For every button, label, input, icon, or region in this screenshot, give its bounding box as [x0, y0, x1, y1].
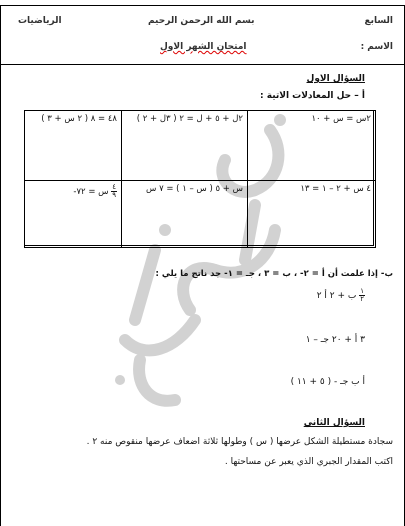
- exam-title: امتحان الشهر الاول: [160, 42, 247, 52]
- table-cell: [121, 110, 248, 181]
- name-label: الاسم :: [360, 42, 393, 52]
- question-1-part-a: أ – حل المعادلات الاتية :: [260, 91, 365, 101]
- equation-2: ٢ل + ٥ + ل = ٢ ( ٣ل + ٢ ): [136, 114, 243, 124]
- question-2-title: السؤال الثاني: [303, 418, 365, 428]
- fraction: $\frac{٤}{٩}$: [112, 183, 116, 199]
- equation-3: ٤٨ = ٨ ( ٢ س + ٣ ): [41, 114, 117, 124]
- part-b-expression-3: أ ب جـ - ( ٥ + ١١ ): [290, 377, 365, 387]
- grade-label: السابع: [364, 16, 393, 26]
- equation-4: ٤ س + ٢ – ١ = ١٣: [300, 184, 371, 194]
- part-b-expression-2: ٣ أ + ٢٠ جـ – ١: [305, 335, 365, 345]
- part-b-expression-1: $\frac{١}{٢}$ ب + ٢ أ ٢: [316, 287, 364, 303]
- page-frame-left: [0, 5, 1, 526]
- table-cell: [24, 180, 122, 248]
- watermark-stroke: [135, 250, 155, 320]
- header-divider: [0, 64, 405, 65]
- basmala: بسم الله الرحمن الرحيم: [148, 16, 255, 26]
- table-cell: [247, 180, 376, 248]
- question-2-line-1: سجادة مستطيلة الشكل عرضها ( س ) وطولها ثلاثة اضعاف عرضها منقوص منه ٢ .: [86, 437, 393, 447]
- equation-1: ٢س = س + ١٠: [311, 114, 371, 124]
- fraction: $\frac{١}{٢}$: [360, 287, 364, 303]
- watermark-dot: [115, 375, 125, 385]
- table-cell: [247, 110, 376, 181]
- question-1-part-b: ب- إذا علمت أن أ = ٢- ، ب = ٣ ، جـ = ١- جد ناتج ما يلي :: [155, 269, 393, 279]
- equation-5: س + ٥ ( س – ١ ) = ٧ س: [145, 184, 243, 194]
- question-1-title: السؤال الاول: [306, 74, 365, 84]
- watermark-stroke: [139, 360, 175, 401]
- subject-label: الرياضيات: [18, 16, 62, 26]
- equations-table: [24, 110, 374, 246]
- table-cell: [24, 110, 122, 181]
- question-2-line-2: اكتب المقدار الجبري الذي يعبر عن مساحتها .: [224, 457, 393, 467]
- equation-6: $\frac{٤}{٩}$ س = ٧٢-: [73, 183, 116, 199]
- page-frame-top: [0, 5, 405, 6]
- table-cell: [121, 180, 248, 248]
